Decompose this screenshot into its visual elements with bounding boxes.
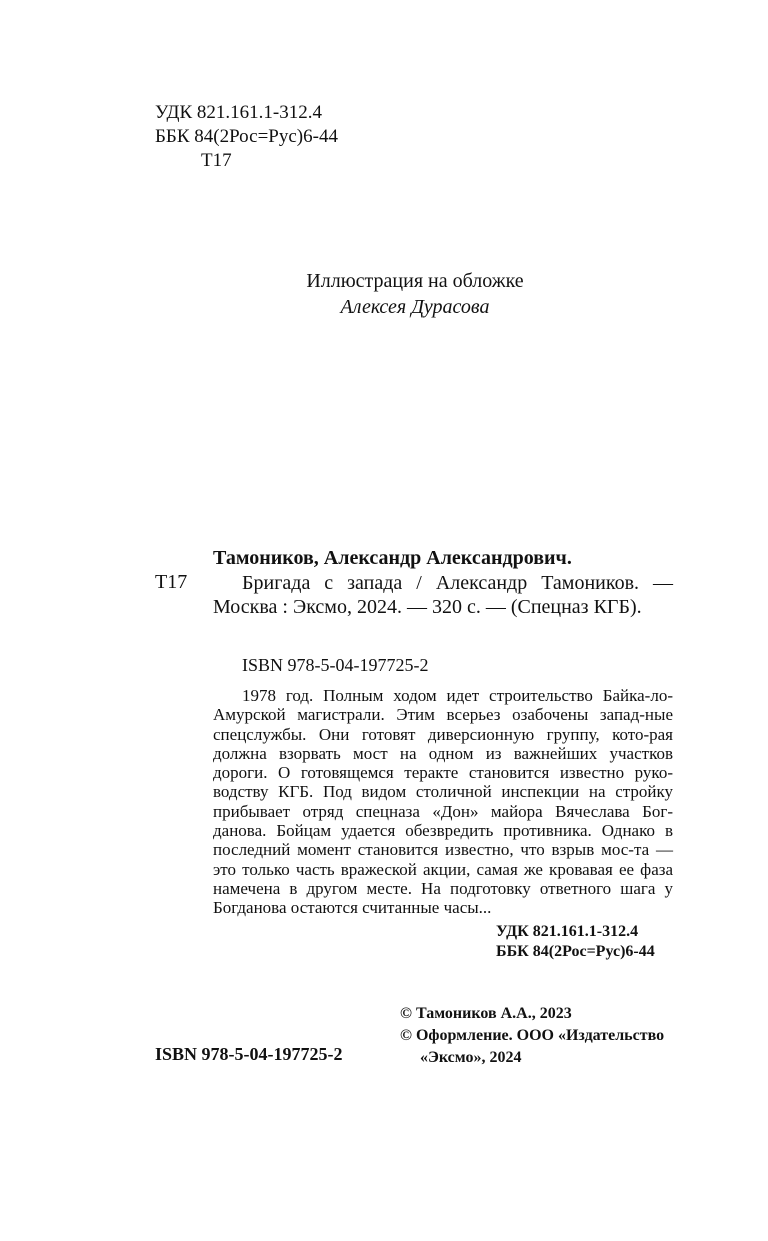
catalog-isbn: ISBN 978-5-04-197725-2 bbox=[242, 655, 429, 675]
annotation-line: ло-Амурской магистрали. Этим всерьез озабочены запад- bbox=[213, 686, 673, 725]
annotation-line: дороги. О готовящемся теракте становится известно руко- bbox=[213, 763, 673, 783]
classification-codes bbox=[155, 101, 338, 173]
copyright-design-cont: «Эксмо», 2024 bbox=[420, 1049, 522, 1066]
annotation-line: ее фаза намечена в другом месте. На подготовку ответного bbox=[213, 859, 673, 898]
catalog-udk: УДК 821.161.1-312.4 bbox=[496, 923, 639, 940]
annotation-paragraph bbox=[213, 686, 673, 918]
bbk-code: ББК 84(2Рос=Рус)6-44 bbox=[155, 126, 338, 147]
annotation-line: ные спецслужбы. Они готовят диверсионную группу, кото- bbox=[213, 705, 673, 744]
catalog-author-sign: Т17 bbox=[155, 571, 188, 593]
illustration-artist: Алексея Дурасова bbox=[340, 296, 490, 318]
catalog-classification-codes bbox=[496, 922, 655, 962]
udk-code: УДК 821.161.1-312.4 bbox=[155, 102, 322, 123]
annotation-line: рая должна взорвать мост на одном из важнейших участков bbox=[213, 724, 673, 763]
annotation-line: 1978 год. Полным ходом идет строительство Байка- bbox=[242, 686, 651, 705]
annotation-line: в последний момент становится известно, что взрыв мос- bbox=[213, 821, 673, 860]
annotation-line: водству КГБ. Под видом столичной инспекции на стройку bbox=[213, 782, 673, 802]
isbn-bottom: ISBN 978-5-04-197725-2 bbox=[155, 1044, 343, 1064]
title-line-2: Москва : Эксмо, 2024. — 320 с. — (Спецназ bbox=[213, 596, 589, 618]
title-line-3: КГБ). bbox=[593, 596, 642, 618]
catalog-bbk: ББК 84(2Рос=Рус)6-44 bbox=[496, 943, 655, 960]
author-sign: Т17 bbox=[201, 150, 232, 171]
annotation-line: та — это только часть вражеской акции, самая же кровавая bbox=[213, 840, 673, 879]
copyright-author: © Тамоников А.А., 2023 bbox=[400, 1005, 572, 1022]
title-line-1: Бригада с запада / Александр Тамоников. — bbox=[242, 572, 673, 594]
copyright-block bbox=[400, 1003, 664, 1069]
annotation-line: данова. Бойцам удается обезвредить противника. Однако bbox=[213, 821, 655, 841]
annotation-line: шага у Богданова остаются считанные часы... bbox=[213, 878, 673, 918]
annotation-line: прибывает отряд спецназа «Дон» майора Вячеслава Бог- bbox=[213, 801, 673, 821]
illustration-credit bbox=[0, 268, 768, 320]
catalog-author-heading: Тамоников, Александр Александрович. bbox=[213, 547, 572, 569]
copyright-design: © Оформление. ООО «Издательство bbox=[400, 1027, 665, 1044]
illustration-label: Иллюстрация на обложке bbox=[306, 270, 524, 292]
catalog-title-statement bbox=[213, 571, 673, 619]
